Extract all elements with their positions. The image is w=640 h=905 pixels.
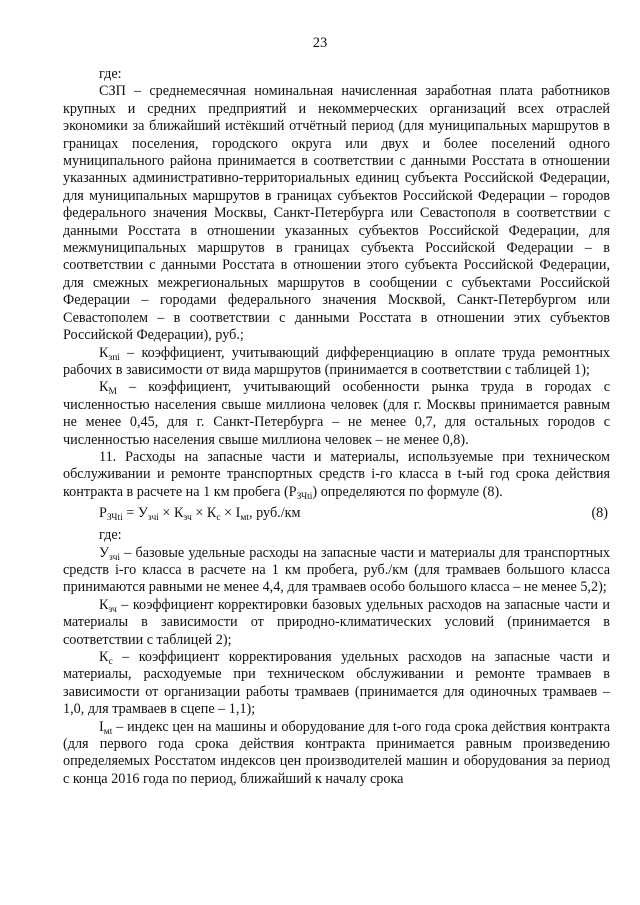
km-symbol: К (99, 379, 109, 396)
km-definition (63, 379, 610, 449)
uzchi-text: – базовые удельные расходы на запасные части и материалы для транспортных средств i-го класса в расчете на 1 км пробега, руб./км (для трамваев большого класса принимаются равными не менее 4,4, для трамваев особо большого класса – не менее 5,2); (63, 544, 610, 596)
formula-u-subscript: зчi (147, 513, 159, 524)
kzpi-definition (63, 345, 610, 380)
kzch-symbol: К (99, 596, 109, 613)
kc-subscript: с (108, 657, 113, 667)
kzch-definition (63, 597, 610, 649)
formula-unit: , руб./км (249, 505, 301, 522)
imt-symbol: I (99, 718, 104, 735)
item-11-text-start: 11. Расходы на запасные части и материалы, используемые при техническом обслуживании и ремонте транспортных средств i-го класса в t-ый год срока действия контракта в расчете на 1 км пробега (Р (63, 448, 610, 500)
formula-lhs: Р (99, 505, 107, 522)
formula-expression (99, 505, 301, 522)
formula-i-subscript: мt (240, 513, 250, 524)
kzch-subscript: зч (108, 604, 117, 615)
formula-kc-subscript: с (216, 513, 221, 524)
kc-definition (63, 649, 610, 719)
km-subscript: М (108, 387, 117, 398)
uzchi-subscript: зчi (109, 552, 121, 563)
page-number: 23 (312, 35, 328, 51)
kzpi-symbol: К (99, 344, 109, 361)
szp-definition: СЗП – среднемесячная номинальная начисленная заработная плата работников крупных и средних предприятий и некоммерческих организаций всех отраслей экономики за ближайший истёкший отчётный период (для муниципальных маршрутов в границах поселения, городского округа или двух и более поселений одного муниципального района принимается в соответствии с данными Росстата в отношении указанных административно-территориальных единиц субъекта Российской Федерации, для муниципальных маршрутов в границах субъектов Российской Федерации – городов федерального значения Москвы, Санкт-Петербурга или Севастополя в соответствии с данными Росстата в отношении указанных субъектов Российской Федерации, для межмуниципальных маршрутов в границах субъекта Российской Федерации – в соответствии с данными Росстата в отношении этого субъекта Российской Федерации, для смежных межрегиональных маршрутов в сообщении с субъектами Российской Федерации – городами федерального значения Москвой, Санкт-Петербургом или Севастополем – в соответствии с данными Росстата в отношении этих субъектов Российской Федерации), руб.; (63, 83, 610, 344)
formula-u: = У (122, 505, 148, 522)
kc-symbol: К (99, 649, 109, 665)
item-11-text-end: ) определяются по формуле (8). (312, 483, 503, 500)
item-11-subscript: ЗЧti (296, 491, 313, 502)
document-body (63, 66, 610, 788)
formula-k-subscript: зч (183, 513, 192, 524)
formula-8 (63, 503, 610, 525)
km-text: – коэффициент, учитывающий особенности рынка труда в городах с численностью населения свыше миллиона человек (для г. Москвы принимается равным не менее 0,45, для г. Санкт-Петербурга – не менее 0,7, для остальных городов с численностью населения свыше миллиона человек – не менее 0,8). (63, 379, 610, 448)
formula-k: × К (158, 505, 184, 522)
imt-definition (63, 719, 610, 789)
uzchi-symbol: У (99, 544, 110, 561)
item-11-paragraph (63, 449, 610, 501)
uzchi-definition (63, 545, 610, 597)
formula-i: × I (220, 505, 241, 522)
kzpi-text: – коэффициент, учитывающий дифференциацию в оплате труда ремонтных рабочих в зависимости от вида маршрутов (принимается в соответствии с таблицей 1); (63, 344, 610, 378)
kc-text: – коэффициент корректирования удельных расходов на запасные части и материалы, расходуемые при техническом обслуживании и ремонте трамваев в зависимости от организации работы трамваев (принимается для одиночных трамваев – 1,0, для трамваев в сцепе – 1,1); (63, 649, 610, 718)
imt-subscript: мt (103, 726, 113, 737)
imt-text: – индекс цен на машины и оборудование для t-ого года срока действия контракта (для первого года срока действия контракта принимается равным произведению определяемых Росстатом индексов цен производителей машин и оборудования за период с конца 2016 года по период, ближайший к началу срока (63, 718, 610, 787)
formula-lhs-subscript: ЗЧti (106, 513, 123, 524)
kzch-text: – коэффициент корректировки базовых удельных расходов на запасные части и материалы в зависимости от природно-климатических условий (принимается в соответствии с таблицей 2); (63, 596, 610, 648)
kzpi-subscript: зпi (108, 352, 120, 363)
where-label: где: (99, 66, 122, 82)
where-label: где: (99, 527, 122, 544)
formula-number: (8) (591, 505, 608, 522)
formula-kc: × К (191, 505, 217, 522)
